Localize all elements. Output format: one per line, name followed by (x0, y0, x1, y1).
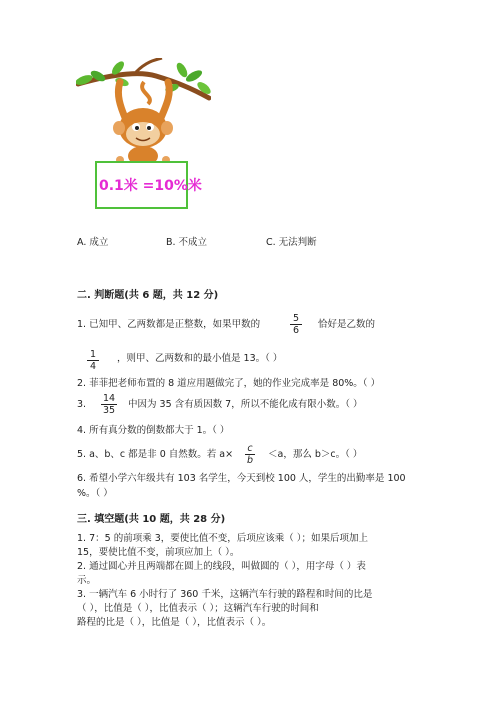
section2-title: 二. 判断题(共 6 题，共 12 分) (77, 290, 219, 301)
s2-q1-fraction-2 (87, 349, 99, 372)
choice-c: C. 无法判断 (266, 237, 317, 248)
s2-q5-fraction (245, 443, 255, 466)
s3-q2-line1: 2. 通过圆心并且两端都在圆上的线段，叫做圆的（ ），用字母（ ）表 (77, 561, 366, 572)
s3-q3-line2: （ ），比值是（ ），比值表示（ ）；这辆汽车行驶的时间和 (77, 603, 319, 614)
s2-q2: 2. 菲菲把老师布置的 8 道应用题做完了，她的作业完成率是 80%。（ ） (77, 378, 381, 389)
section3-title: 三. 填空题(共 10 题，共 28 分) (77, 514, 226, 525)
s2-q3-prefix: 3. (77, 399, 87, 410)
s3-q3-line3: 路程的比是（ ），比值是（ ），比值表示（ ）。 (77, 617, 272, 628)
s2-q3-fraction (101, 393, 117, 416)
s2-q3-frac-num: 14 (102, 393, 116, 404)
s2-q6-line1: 6. 希望小学六年级共有 103 名学生，今天到校 100 人，学生的出勤率是 100 (77, 473, 406, 484)
sign-text: 0.1米 =10%米 (99, 178, 202, 194)
s2-q1-text1: 1. 已知甲、乙两数都是正整数，如果甲数的 (77, 319, 261, 330)
s2-q1-text3: ，则甲、乙两数和的最小值是 13。（ ） (117, 353, 283, 364)
s2-q1-frac2-num: 1 (89, 349, 97, 360)
monkey-illustration (76, 58, 211, 213)
s2-q5-frac-den: b (246, 455, 254, 466)
s2-q6-line2: %。（ ） (77, 488, 113, 499)
s2-q1-frac1-den: 6 (292, 325, 300, 336)
monkey-hanging-on-branch-icon (76, 58, 211, 213)
choice-a: A. 成立 (77, 237, 109, 248)
s3-q3-line1: 3. 一辆汽车 6 小时行了 360 千米，这辆汽车行驶的路程和时间的比是 (77, 589, 373, 600)
choice-b: B. 不成立 (166, 237, 208, 248)
s2-q1-frac2-den: 4 (89, 361, 97, 372)
s2-q5-text2: ＜a，那么 b＞c。（ ） (268, 449, 363, 460)
s2-q3-text: 中因为 35 含有质因数 7，所以不能化成有限小数。（ ） (128, 399, 363, 410)
s2-q1-fraction-1 (290, 313, 302, 336)
s3-q2-line2: 示。 (77, 575, 97, 586)
s2-q4: 4. 所有真分数的倒数都大于 1。（ ） (77, 425, 230, 436)
s2-q1-text2: 恰好是乙数的 (318, 319, 376, 330)
s3-q1-line1: 1. 7：5 的前项乘 3，要使比值不变，后项应该乘（ ）；如果后项加上 (77, 533, 369, 544)
s2-q5-frac-num: c (247, 443, 253, 454)
s2-q5-text1: 5. a、b、c 都是非 0 自然数。若 a× (77, 449, 234, 460)
s3-q1-line2: 15，要使比值不变，前项应加上（ ）。 (77, 547, 240, 558)
s2-q3-frac-den: 35 (102, 405, 116, 416)
s2-q1-frac1-num: 5 (292, 313, 300, 324)
